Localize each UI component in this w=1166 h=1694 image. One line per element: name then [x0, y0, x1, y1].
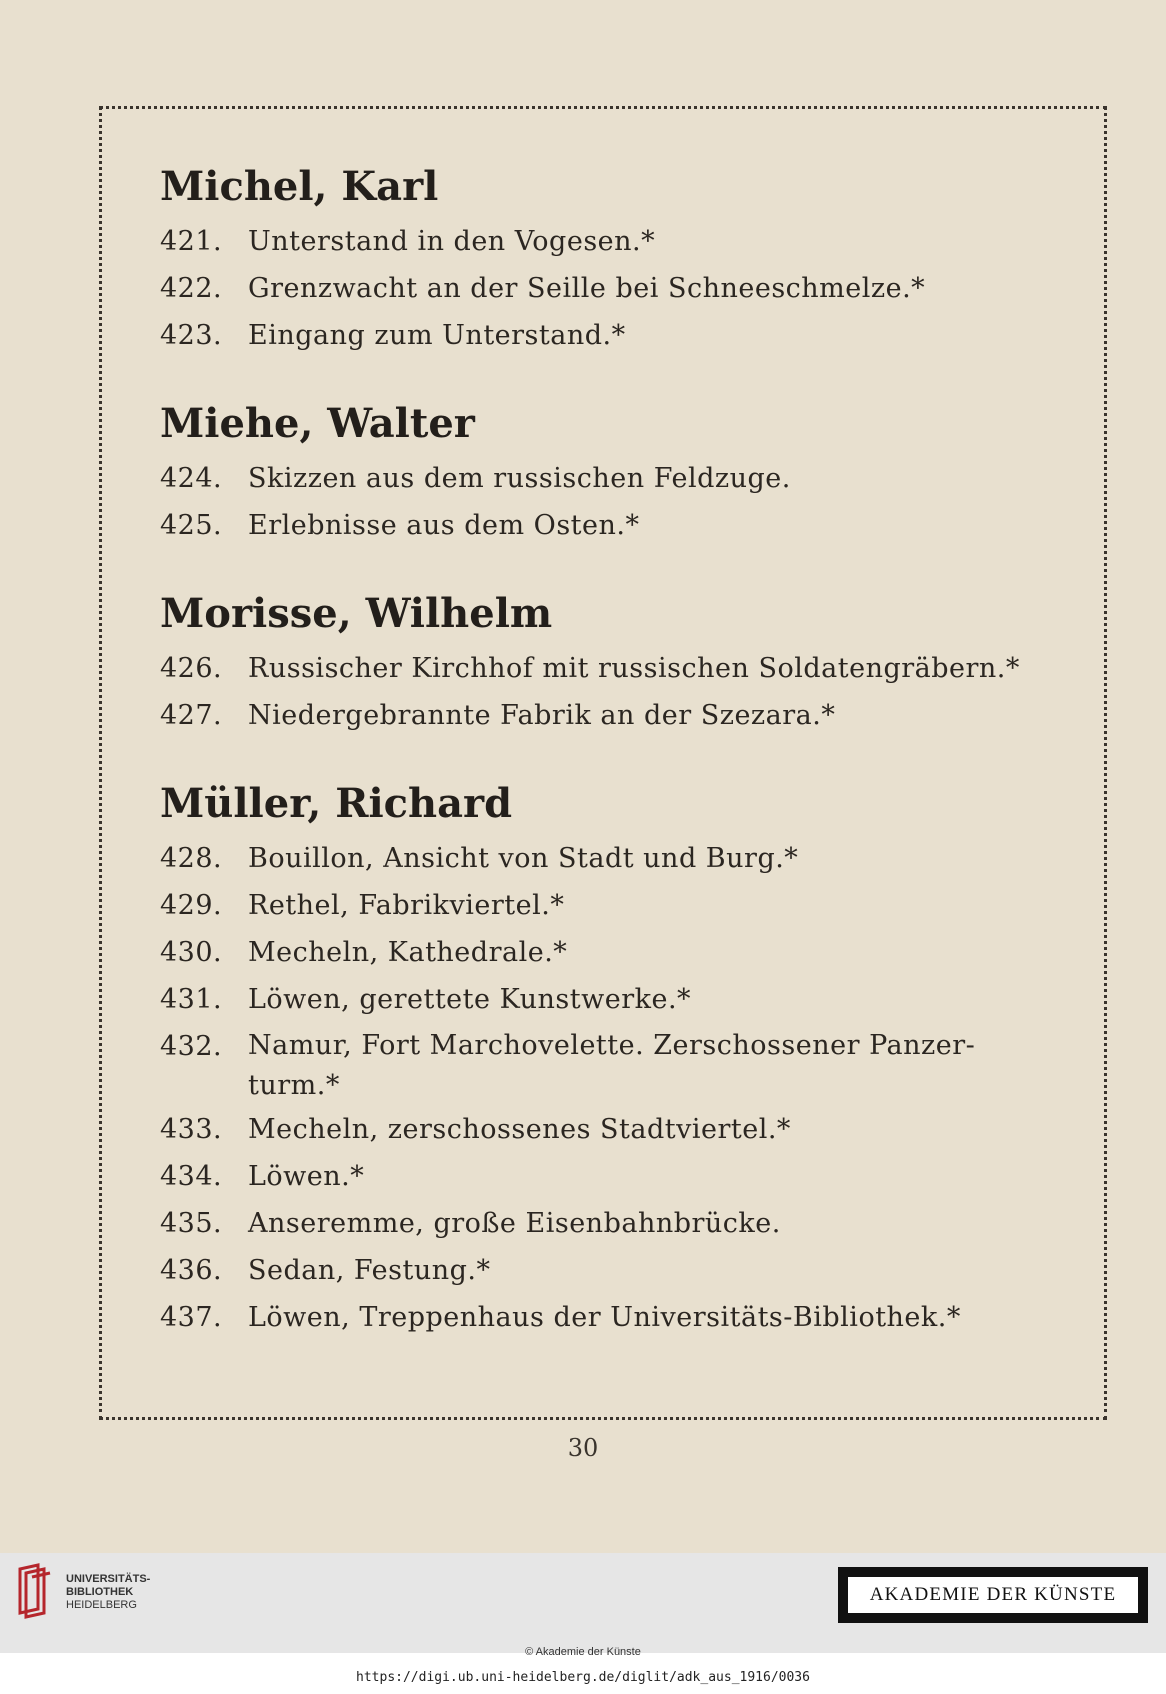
artist-section [160, 401, 1060, 549]
entry-title: Russischer Kirchhof mit russischen Soldatengräbern.* [248, 653, 1020, 684]
artist-section [160, 781, 1060, 1341]
catalog-entry [160, 1294, 1060, 1341]
entry-number: 430. [160, 937, 223, 968]
catalog-listing [160, 150, 1060, 1383]
entry-title: Rethel, Fabrikviertel.* [248, 890, 565, 921]
ub-heidelberg-wordmark[interactable] [66, 1573, 150, 1612]
permalink-url[interactable]: https://digi.ub.uni-heidelberg.de/diglit/adk_aus_1916/0036 [356, 1670, 810, 1685]
catalog-entry [160, 1153, 1060, 1200]
page-number: 30 [567, 1434, 599, 1462]
catalog-entry [160, 692, 1060, 739]
entry-number: 435. [160, 1208, 223, 1239]
entry-number: 421. [160, 226, 223, 257]
catalog-entry [160, 1106, 1060, 1153]
entry-title: Sedan, Festung.* [248, 1255, 491, 1286]
catalog-entry [160, 312, 1060, 359]
library-line1: UNIVERSITÄTS- [66, 1573, 151, 1585]
artist-name: Michel, Karl [160, 163, 439, 210]
entry-title: Löwen.* [248, 1161, 365, 1192]
artist-name: Miehe, Walter [160, 400, 475, 447]
entry-number: 422. [160, 273, 223, 304]
artist-section [160, 591, 1060, 739]
entry-title: Unterstand in den Vogesen.* [248, 226, 656, 257]
catalog-entry [160, 882, 1060, 929]
entry-title: Namur, Fort Marchovelette. Zerschossener Panzer-turm.* [248, 1030, 976, 1101]
catalog-entry [160, 455, 1060, 502]
entry-number: 436. [160, 1255, 223, 1286]
entry-number: 424. [160, 463, 223, 494]
entry-number: 423. [160, 320, 223, 351]
catalog-entry [160, 835, 1060, 882]
entry-number: 431. [160, 984, 223, 1015]
copyright-notice: © Akademie der Künste [525, 1646, 641, 1658]
library-line3: HEIDELBERG [66, 1599, 137, 1611]
entry-number: 434. [160, 1161, 223, 1192]
entry-title: Erlebnisse aus dem Osten.* [248, 510, 640, 541]
entry-title: Löwen, gerettete Kunstwerke.* [248, 984, 692, 1015]
entry-title: Eingang zum Unterstand.* [248, 320, 626, 351]
catalog-entry [160, 645, 1060, 692]
artist-name: Müller, Richard [160, 780, 513, 827]
entry-title: Anseremme, große Eisenbahnbrücke. [248, 1208, 781, 1239]
artist-section [160, 164, 1060, 359]
catalog-entry [160, 929, 1060, 976]
entry-title: Mecheln, Kathedrale.* [248, 937, 568, 968]
entry-title: Skizzen aus dem russischen Feldzuge. [248, 463, 791, 494]
catalog-entry [160, 265, 1060, 312]
ub-heidelberg-logo-icon[interactable] [12, 1563, 58, 1621]
entry-number: 425. [160, 510, 223, 541]
library-line2: BIBLIOTHEK [66, 1586, 134, 1598]
entry-title: Grenzwacht an der Seille bei Schneeschmelze.* [248, 273, 926, 304]
catalog-entry [160, 1023, 1060, 1106]
catalog-entry [160, 218, 1060, 265]
artist-name: Morisse, Wilhelm [160, 590, 553, 637]
entry-number: 437. [160, 1302, 223, 1333]
akademie-logo[interactable] [838, 1567, 1148, 1623]
entry-number: 428. [160, 843, 223, 874]
entry-title: Niedergebrannte Fabrik an der Szezara.* [248, 700, 836, 731]
entry-title: Mecheln, zerschossenes Stadtviertel.* [248, 1114, 791, 1145]
catalog-entry [160, 1247, 1060, 1294]
entry-number: 426. [160, 653, 223, 684]
entry-title: Löwen, Treppenhaus der Universitäts-Bibliothek.* [248, 1302, 961, 1333]
akademie-logo-text: AKADEMIE DER KÜNSTE [848, 1577, 1138, 1613]
entry-number: 429. [160, 890, 223, 921]
catalog-entry [160, 502, 1060, 549]
entry-title: Bouillon, Ansicht von Stadt und Burg.* [248, 843, 799, 874]
catalog-entry [160, 976, 1060, 1023]
entry-number: 427. [160, 700, 223, 731]
entry-number: 433. [160, 1114, 223, 1145]
footer-band [0, 1553, 1166, 1653]
entry-number: 432. [160, 1031, 223, 1062]
catalog-entry [160, 1200, 1060, 1247]
